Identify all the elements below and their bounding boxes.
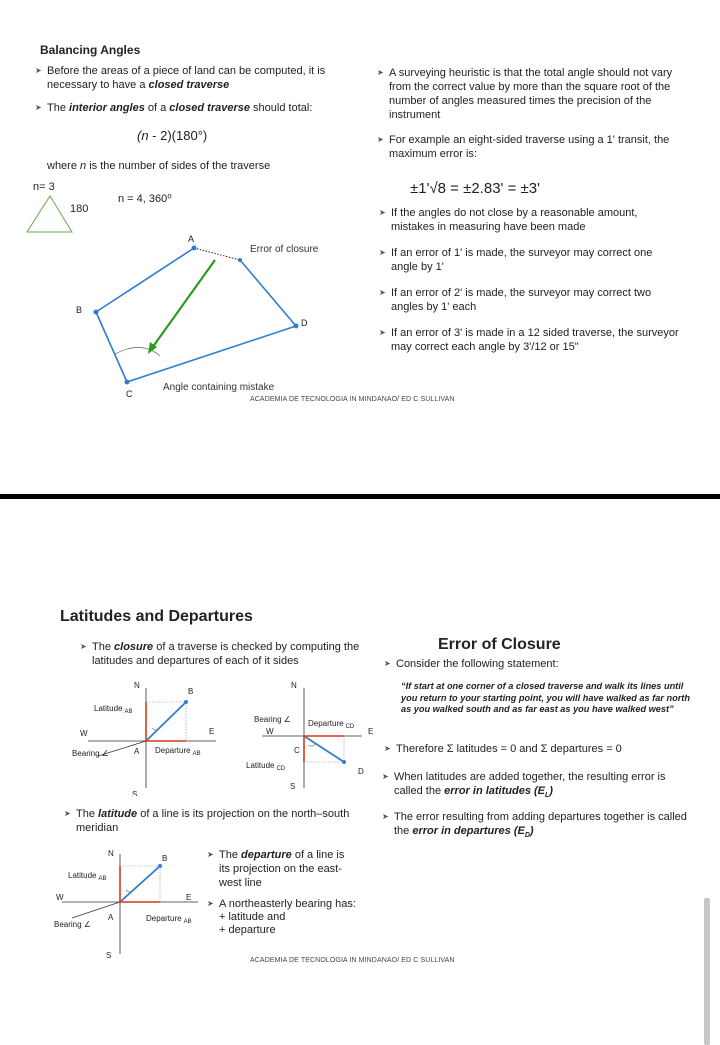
- traverse-line-bc: [96, 312, 127, 382]
- svg-text:LatitudeCD: Latitude $_{CD}$: [246, 761, 286, 772]
- ne-departure: + departure: [219, 924, 276, 936]
- example-bullet: ➤ For example an eight-sided traverse using a 1' transit, the maximum error is:: [389, 133, 689, 161]
- n4-label: n = 4, 360⁰: [118, 193, 172, 205]
- bullet-not-close: ➤ If the angles do not close by a reasonable amount, mistakes in measuring have been made: [391, 206, 681, 234]
- error-of-closure-label: Error of closure: [250, 244, 319, 255]
- svg-text:S: S: [106, 951, 112, 960]
- slide2-title: Latitudes and Departures: [60, 608, 253, 625]
- point-c: [125, 380, 130, 385]
- svg-text:S: S: [132, 790, 138, 796]
- lat-error-bullet: ➤ When latitudes are added together, the resulting error is called the error in latitudes $(E_L)$: [394, 770, 689, 803]
- svg-text:N: N: [291, 681, 297, 690]
- interior-angle-formula: (n - 2)(180°): [137, 128, 208, 143]
- bullet-error-3: ➤ If an error of 3' is made in a 12 sided traverse, the surveyor may correct each angle by 3'/12 or 15": [391, 326, 681, 354]
- bullet-error-1: ➤ If an error of 1' is made, the surveyor may correct one angle by 1': [391, 246, 681, 274]
- svg-text:DepartureAB: Departure $_{AB}$: [146, 914, 192, 925]
- svg-text:E: E: [209, 727, 215, 736]
- slide1-title: Balancing Angles: [40, 43, 141, 57]
- label-a: A: [188, 234, 195, 244]
- dep-error-bullet: ➤ The error resulting from adding departures together is called the error in departures $(E_D)$: [394, 810, 689, 843]
- closure-quote: “If start at one corner of a closed traverse and walk its lines until you return to your starting point, you will have walked as far north as you walked south and as far east as you have walked west”: [401, 681, 690, 714]
- svg-text:E: E: [186, 893, 192, 902]
- ne-latitude: + latitude and: [219, 911, 286, 923]
- svg-text:A: A: [108, 913, 114, 922]
- mistake-arrow: [152, 260, 215, 348]
- latdep-diagram-bottom: [48, 842, 208, 966]
- svg-text:C: C: [294, 746, 300, 755]
- svg-text:N: N: [134, 681, 140, 690]
- error-of-closure-title: Error of Closure: [438, 636, 561, 653]
- traverse-line-d-gap: [240, 260, 296, 326]
- label-b: B: [76, 305, 83, 315]
- svg-text:W: W: [56, 893, 64, 902]
- traverse-line-cd: [127, 326, 296, 382]
- svg-text:LatitudeAB: Latitude $_{AB}$: [94, 704, 133, 715]
- svg-text:D: D: [358, 767, 364, 776]
- label-d: D: [301, 318, 308, 328]
- point-a: [192, 246, 197, 251]
- latdep-diagram-ab: [66, 676, 226, 796]
- svg-text:DepartureAB: Departure $_{AB}$: [155, 746, 201, 757]
- error-formula: ±1'√8 = ±2.83' = ±3': [410, 180, 540, 197]
- svg-text:S: S: [290, 782, 296, 791]
- latdep-diagram-cd: [232, 676, 382, 796]
- angle-mistake-label: Angle containing mistake: [163, 382, 275, 393]
- svg-text:E: E: [368, 727, 374, 736]
- slide-divider: [0, 494, 720, 499]
- svg-text:B: B: [162, 854, 168, 863]
- svg-text:B: B: [188, 687, 194, 696]
- closure-bullet: ➤ The closure of a traverse is checked by computing the latitudes and departures of each of it sides: [92, 640, 367, 668]
- deg180-label: 180: [70, 203, 89, 215]
- slide1-bullet-interior-angles: ➤ The interior angles of a closed traverse should total:: [47, 101, 347, 115]
- traverse-line-ab: [96, 248, 194, 312]
- northeast-bullet: ➤ A northeasterly bearing has:: [219, 897, 369, 911]
- therefore-bullet: ➤ Therefore Σ latitudes = 0 and Σ departures = 0: [396, 742, 696, 756]
- closure-error-line: [194, 248, 240, 260]
- svg-text:W: W: [266, 727, 274, 736]
- heuristic-bullet: ➤ A surveying heuristic is that the total angle should not vary from the correct value by more than the square root of the number of angles measured times the precision of the instrument: [389, 66, 689, 122]
- svg-text:A: A: [134, 747, 140, 756]
- consider-bullet: ➤ Consider the following statement:: [396, 657, 696, 671]
- svg-text:DepartureCD: Departure $_{CD}$: [308, 719, 355, 730]
- scrollbar[interactable]: [704, 898, 710, 1045]
- where-note: where n is the number of sides of the traverse: [47, 160, 271, 172]
- latitude-bullet: ➤ The latitude of a line is its projection on the north–south meridian: [76, 807, 356, 835]
- svg-text:LatitudeAB: Latitude $_{AB}$: [68, 871, 107, 882]
- bullet-error-2: ➤ If an error of 2' is made, the surveyor may correct two angles by 1' each: [391, 286, 681, 314]
- svg-text:W: W: [80, 729, 88, 738]
- svg-text:Bearing ∠: Bearing ∠: [54, 920, 91, 929]
- point-b: [94, 310, 99, 315]
- point-d: [294, 324, 299, 329]
- svg-text:N: N: [108, 849, 114, 858]
- slide1-bullet-closed-traverse: ➤ Before the areas of a piece of land can be computed, it is necessary to have a closed traverse: [47, 64, 347, 92]
- label-c: C: [126, 389, 133, 399]
- svg-text:Bearing ∠: Bearing ∠: [72, 749, 109, 758]
- traverse-diagram: [60, 228, 360, 408]
- departure-bullet: ➤ The departure of a line is its projection on the east-west line: [219, 848, 357, 890]
- slide2-footer: ACADEMIA DE TECNOLOGIA IN MINDANAO/ ED C SULLIVAN: [250, 957, 455, 964]
- n3-label: n= 3: [33, 181, 55, 193]
- slide1-footer: ACADEMIA DE TECNOLOGIA IN MINDANAO/ ED C SULLIVAN: [250, 396, 455, 403]
- svg-text:Bearing ∠: Bearing ∠: [254, 715, 291, 724]
- point-a-prime: [238, 258, 242, 262]
